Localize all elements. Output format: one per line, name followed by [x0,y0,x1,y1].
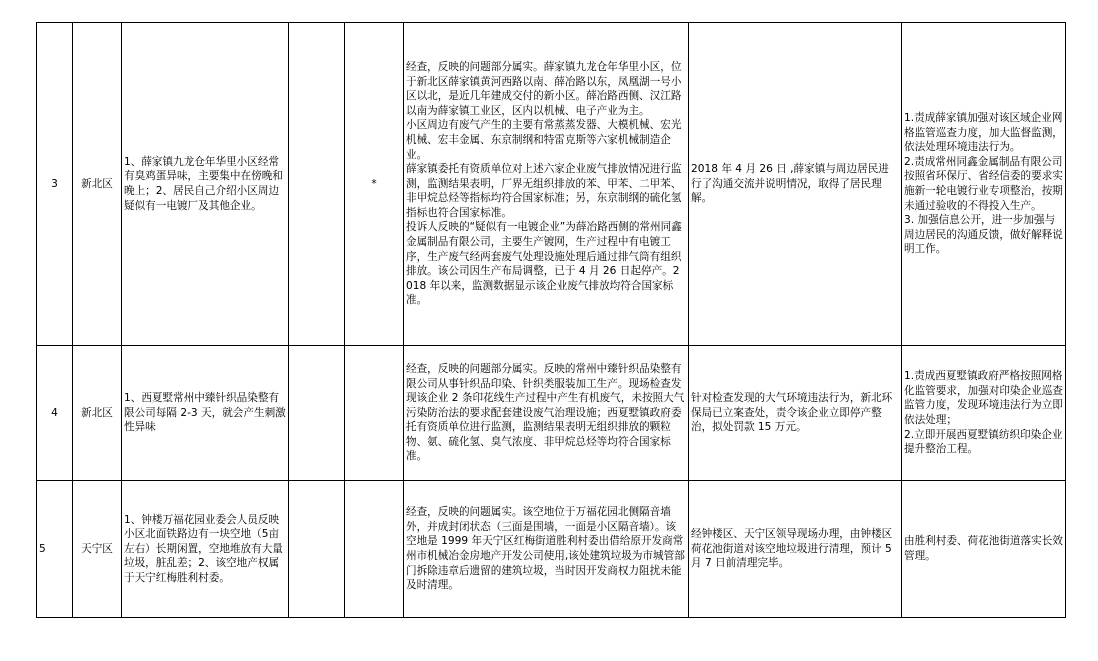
region-cell: 天宁区 [73,481,122,618]
findings-cell [404,346,689,481]
region-cell: 新北区 [73,23,122,346]
measure-item: 2.立即开展西夏墅镇纺织印染企业提升整治工程。 [904,428,1063,456]
row-number: 5 [37,481,73,618]
measure-item: 由胜利村委、荷花池街道落实长效管理。 [904,535,1063,562]
blank-cell [289,346,345,481]
handling-cell: 针对检查发现的大气环境违法行为，新北环保局已立案查处，责令该企业立即停产整治，拟处罚款 15 万元。 [689,346,902,481]
blank-cell [289,23,345,346]
measure-item: 1.责成薛家镇加强对该区域企业网格监管巡查力度，加大监督监测，依法处理环境违法行为。 [904,112,1063,154]
findings-paragraph: 经查，反映的问题部分属实。反映的常州中臻针织品染整有限公司从事针织品印染、针织类服装加工生产。现场检查发现该企业 2 条印花线生产过程中产生有机废气，未按照大气污染防治法的要求配套建设废气治理设施；西夏墅镇政府委托有资质单位进行监测，监测结果表明无组织排放的颗粒物、氨、硫化氢、臭气浓度、非甲烷总烃等均符合国家标准。 [406,362,685,463]
mark-cell [345,481,404,618]
mark-cell [345,346,404,481]
blank-cell [289,481,345,618]
complaint-cell: 1、钟楼万福花园业委会人员反映小区北面铁路边有一块空地（5亩左右）长期闲置，空地堆放有大量垃圾，脏乱差；2、该空地产权属于天宁红梅胜利村委。 [122,481,289,618]
measure-item: 1.责成西夏墅镇政府严格按照网格化监管要求，加强对印染企业巡查监管力度，发现环境违法行为立即依法处理； [904,370,1063,426]
mark-cell: * [345,23,404,346]
handling-cell: 2018 年 4 月 26 日 ,薛家镇与周边居民进行了沟通交流并说明情况，取得了居民理解。 [689,23,902,346]
table-row [37,23,1066,346]
measures-cell [902,23,1066,346]
region-cell: 新北区 [73,346,122,481]
findings-paragraph: 经查，反映的问题属实。该空地位于万福花园北侧隔音墙外，并成封闭状态（三面是围墙，一面是小区隔音墙）。该空地是 1999 年天宁区红梅街道胜利村委出借给原开发商常州市机械冶金房地产开发公司使用,该处建筑垃圾为市城管部门拆除违章后遗留的建筑垃圾，当时因开发商权力阻扰未能及时清理。 [406,506,685,592]
row-number: 3 [37,23,73,346]
table-row [37,346,1066,481]
table-row [37,481,1066,618]
measures-cell [902,481,1066,618]
measure-item: 2.责成常州同鑫金属制品有限公司按照省环保厅、省经信委的要求实施新一轮电镀行业专项整治，按期未通过验收的不得投入生产。 [904,155,1063,212]
complaint-cell: 1、薛家镇九龙仓年华里小区经常有臭鸡蛋异味，主要集中在傍晚和晚上；2、居民自己介绍小区周边疑似有一电镀厂及其他企业。 [122,23,289,346]
findings-cell [404,23,689,346]
findings-paragraph: 经查，反映的问题部分属实。薛家镇九龙仓年华里小区，位于新北区薛家镇黄河西路以南、薛冶路以东，凤凰湖一号小区以北，是近几年建成交付的新小区。薛冶路西侧、汉江路以南为薛家镇工业区，区内以机械、电子产业为主。 [406,60,682,117]
measure-item: 3. 加强信息公开，进一步加强与周边居民的沟通反馈，做好解释说明工作。 [904,214,1063,256]
findings-paragraph: 小区周边有废气产生的主要有常蒸蒸发器、大模机械、宏光机械、宏丰金属、东京制纲和特雷克斯等六家机械制造企业。 [406,119,682,161]
findings-paragraph: 薛家镇委托有资质单位对上述六家企业废气排放情况进行监测，监测结果表明，厂界无组织排放的苯、甲苯、二甲苯、非甲烷总烃等指标均符合国家标准；另，东京制纲的硫化氢指标也符合国家标准。 [406,163,682,219]
measures-cell [902,346,1066,481]
complaint-cell: 1、西夏墅常州中臻针织品染整有限公司每隔 2-3 天，就会产生刺激性异味 [122,346,289,481]
row-number: 4 [37,346,73,481]
findings-cell [404,481,689,618]
handling-cell: 经钟楼区、天宁区领导现场办理，由钟楼区荷花池街道对该空地垃圾进行清理，预计 5 月 7 日前清理完毕。 [689,481,902,618]
findings-paragraph: 投诉人反映的“疑似有一电镀企业”为薛冶路西侧的常州同鑫金属制品有限公司，主要生产镀网，生产过程中有电镀工序，生产废气经两套废气处理设施处理后通过排气筒有组织排放。该公司因生产布局调整，已于 4 月 26 日起停产。2018 年以来，监测数据显示该企业废气排放均符合国家标准。 [406,221,682,307]
complaint-table [36,22,1066,618]
